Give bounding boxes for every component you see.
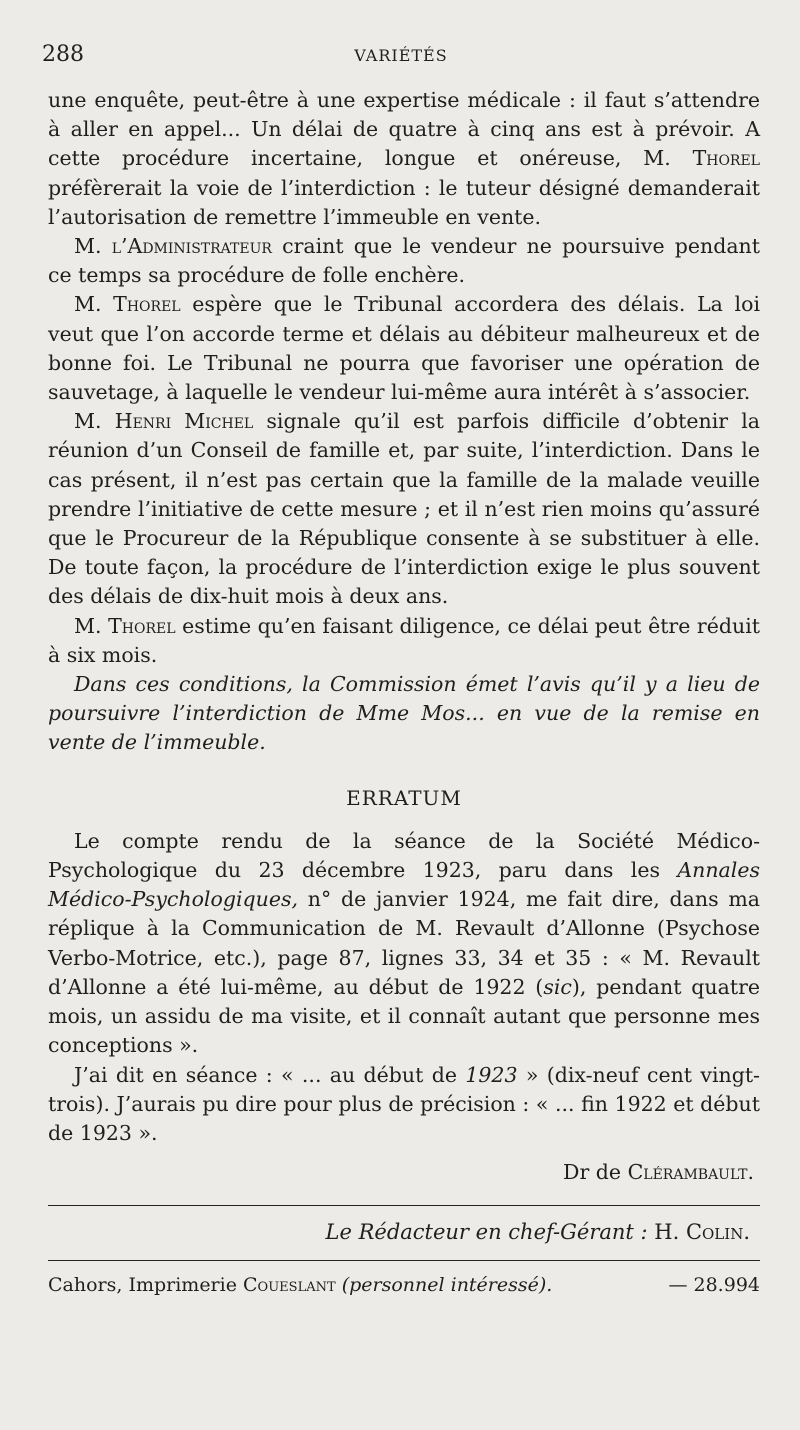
erratum-text: » (dix-neuf cent vingt-trois). J’aurais pu dire pour plus de précision : « ... fin 1922 et début de 1923 ». — [48, 1062, 760, 1145]
divider — [48, 1260, 760, 1261]
signature-name: Clérambault. — [627, 1160, 754, 1185]
imprint-note: (personnel intéressé). — [341, 1273, 553, 1296]
honorific: M. — [74, 292, 102, 317]
paragraph — [48, 612, 760, 670]
speaker-name: Thorel — [692, 146, 760, 171]
running-head — [42, 42, 760, 72]
section-title: VARIÉTÉS — [354, 46, 448, 65]
divider — [48, 1205, 760, 1206]
honorific: M. — [74, 613, 102, 638]
honorific: M. — [74, 234, 102, 259]
editor-line — [48, 1218, 760, 1247]
editor-name: H. Colin. — [654, 1220, 750, 1245]
paragraph-text: craint que le vendeur ne poursuive pendant ce temps sa procédure de folle enchère. — [48, 234, 760, 288]
editor-label: Le Rédacteur en chef-Gérant : — [325, 1220, 648, 1245]
sic-mark: sic — [543, 974, 572, 999]
erratum-text: Le compte rendu de la séance de la Société Médico-Psychologique du 23 décembre 1923, paru dans les — [48, 828, 760, 883]
speaker-name: Thorel — [108, 613, 176, 638]
honorific: M. — [74, 409, 102, 434]
paragraph — [48, 290, 760, 407]
paragraph-text: préfèrerait la voie de l’interdiction : le tuteur désigné demanderait l’autorisation de remettre l’immeuble en vente. — [48, 175, 760, 229]
paragraph — [48, 407, 760, 611]
speaker-name: Thorel — [113, 292, 181, 317]
conclusion-paragraph — [48, 670, 760, 758]
signature-title: Dr — [563, 1160, 590, 1185]
paragraph — [48, 86, 760, 232]
signature — [48, 1158, 760, 1187]
imprint-city: Cahors, Imprimerie — [48, 1273, 237, 1296]
journal-title: Annales Médico-Psychologiques, — [48, 858, 760, 912]
speaker-name: Henri Michel — [114, 409, 254, 434]
imprint-line — [48, 1271, 760, 1300]
speaker-name: l’Administrateur — [111, 234, 272, 259]
signature-particle: de — [595, 1160, 622, 1185]
paragraph-text: estime qu’en faisant diligence, ce délai peut être réduit à six mois. — [48, 613, 760, 667]
body-text — [48, 86, 760, 1300]
erratum-text: n° de janvier 1924, me fait dire, dans ma réplique à la Communication de M. Revault d’Allonne (Psychose Verbo-Motrice, etc.), page 87, lignes 33, 34 et 35 : « M. Revault d’Allonne a été lui-même, au début de 1922 ( — [48, 887, 760, 999]
paragraph-text: une enquête, peut-être à une expertise médicale : il faut s’attendre à aller en appel... Un délai de quatre à cinq ans est à prévoir. A cette procédure incertaine, longue et onéreuse, M. — [48, 88, 760, 171]
imprint-number: — 28.994 — [668, 1273, 760, 1296]
erratum-text: J’ai dit en séance : « ... au début de — [74, 1062, 457, 1087]
paragraph-text: signale qu’il est parfois difficile d’obtenir la réunion d’un Conseil de famille et, par suite, l’interdiction. Dans le cas présent, il n’est pas certain que la famille de la malade veuille prendre l’initiative de cette mesure ; et il n’est rien moins qu’assuré que le Procureur de la République consente à se substituer à elle. De toute façon, la procédure de l’interdiction exige le plus souvent des délais de dix-huit mois à deux ans. — [48, 409, 760, 609]
page-number: 288 — [42, 42, 84, 67]
erratum-year: 1923 — [465, 1062, 518, 1087]
erratum-heading: ERRATUM — [346, 785, 462, 810]
erratum-paragraph — [48, 827, 760, 1061]
conclusion-text: Dans ces conditions, la Commission émet l’avis qu’il y a lieu de poursuivre l’interdiction de Mme Mos... en vue de la remise en vente de l’immeuble. — [48, 672, 760, 755]
erratum-paragraph — [48, 1061, 760, 1149]
paragraph — [48, 232, 760, 290]
paragraph-text: espère que le Tribunal accordera des délais. La loi veut que l’on accorde terme et délais au débiteur malheureux et de bonne foi. Le Tribunal ne pourra que favoriser une opération de sauvetage, à laquelle le vendeur lui-même aura intérêt à s’associer. — [48, 292, 760, 405]
printer-name: Coueslant — [243, 1273, 336, 1296]
erratum-text: ), pendant quatre mois, un assidu de ma visite, et il connaît autant que personne mes conceptions ». — [48, 974, 760, 1058]
